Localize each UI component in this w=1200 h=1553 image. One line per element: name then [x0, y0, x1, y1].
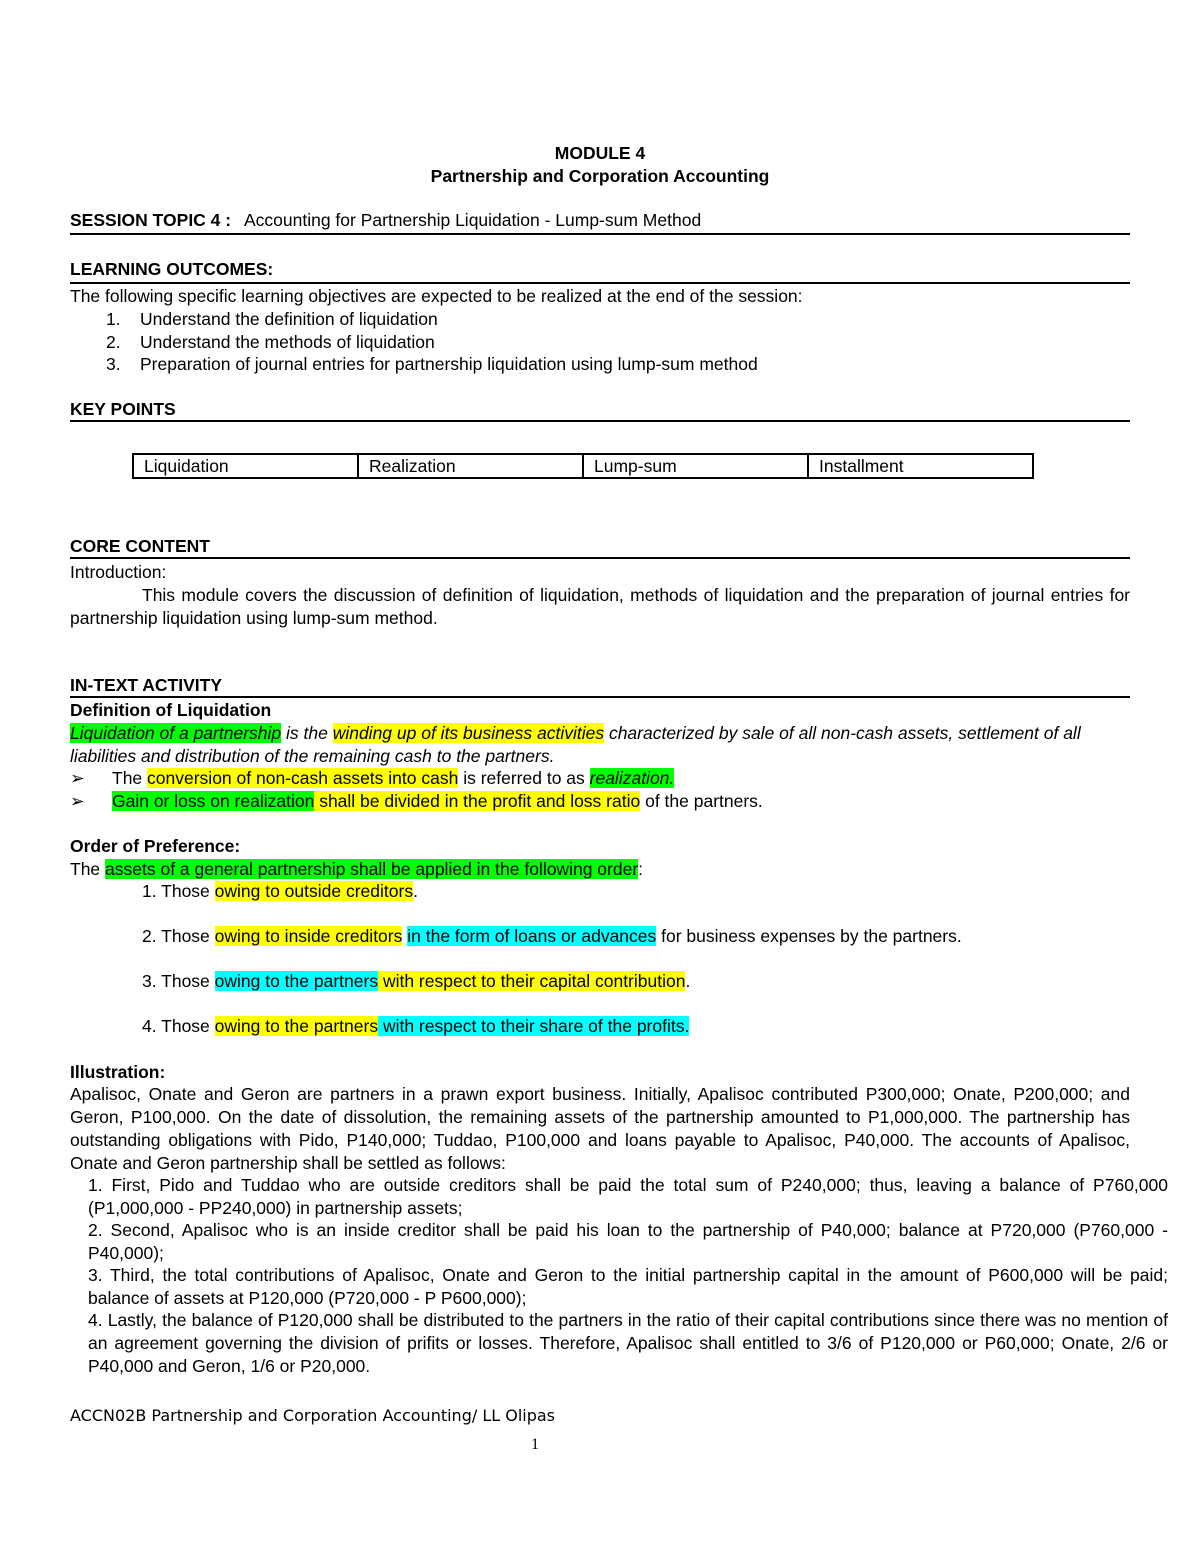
order-heading: Order of Preference: — [70, 836, 241, 856]
illustration-step: 2. Second, Apalisoc who is an inside creditor shall be paid his loan to the partnership of P40,000; balance at P720,000 (P760,000 - P40,000); — [88, 1220, 1168, 1263]
illustration-intro: Apalisoc, Onate and Geron are partners in a prawn export business. Initially, Apalisoc contributed P300,000; Onate, P200,000; and Geron, P100,000. On the date of dissolution, the remaining assets of the partnership amounted to P1,000,000. The partnership has outstanding obligations with Pido, P140,000; Tuddao, P100,000 and loans payable to Apalisoc, P40,000. The accounts of Apalisoc, Onate and Geron partnership shall be settled as follows: — [70, 1084, 1130, 1173]
page-footer: ACCN02B Partnership and Corporation Accounting/ LL Olipas — [70, 1406, 556, 1425]
outcome-item: 3. Preparation of journal entries for partnership liquidation using lump-sum method — [106, 354, 758, 374]
arrow-bullet-icon: ➢ — [70, 791, 85, 811]
key-term: Realization — [358, 454, 583, 478]
illustration-heading: Illustration: — [70, 1062, 166, 1082]
learning-outcomes-heading: LEARNING OUTCOMES: — [70, 258, 1130, 284]
arrow-bullet-icon: ➢ — [70, 768, 85, 788]
bullet-realization: ➢ The conversion of non-cash assets into cash is referred to as realization. — [70, 768, 675, 788]
key-term: Liquidation — [133, 454, 358, 478]
key-points-heading: KEY POINTS — [70, 398, 1130, 422]
order-item: 2. Those owing to inside creditors in the form of loans or advances for business expenses by the partners. — [142, 926, 962, 946]
illustration-step: 3. Third, the total contributions of Apalisoc, Onate and Geron to the initial partnership capital in the amount of P600,000 will be paid; balance of assets at P120,000 (P720,000 - P P600,000); — [88, 1265, 1168, 1308]
order-intro: The assets of a general partnership shall be applied in the following order: — [70, 859, 644, 879]
key-points-table — [132, 453, 1034, 479]
bullet-gain-loss: ➢ Gain or loss on realization shall be divided in the profit and loss ratio of the partners. — [70, 791, 763, 811]
illustration-step: 1. First, Pido and Tuddao who are outside creditors shall be paid the total sum of P240,000; thus, leaving a balance of P760,000 (P1,000,000 - PP240,000) in partnership assets; — [88, 1175, 1168, 1218]
learning-outcomes-intro: The following specific learning objectives are expected to be realized at the end of the session: — [70, 286, 803, 306]
subject-title: Partnership and Corporation Accounting — [430, 166, 770, 186]
session-label: SESSION TOPIC 4 : — [70, 210, 232, 230]
core-content-heading: CORE CONTENT — [70, 535, 1130, 559]
outcome-item: 2. Understand the methods of liquidation — [106, 332, 435, 352]
order-item: 1. Those owing to outside creditors. — [142, 881, 418, 901]
session-topic: Accounting for Partnership Liquidation - Lump-sum Method — [243, 210, 702, 230]
illustration-step: 4. Lastly, the balance of P120,000 shall be distributed to the partners in the ratio of their capital contributions since there was no mention of an agreement governing the division of prifits or losses. Therefore, Apalisoc shall entitled to 3/6 of P120,000 or P60,000; Onate, 2/6 or P40,000 and Geron, 1/6 or P20,000. — [88, 1310, 1168, 1376]
outcome-item: 1. Understand the definition of liquidation — [106, 309, 438, 329]
session-topic-line — [70, 209, 1130, 235]
page-number: 1 — [531, 1436, 539, 1453]
key-term: Lump-sum — [583, 454, 808, 478]
order-item: 4. Those owing to the partners with respect to their share of the profits. — [142, 1016, 690, 1036]
in-text-activity-heading: IN-TEXT ACTIVITY — [70, 674, 1130, 698]
order-item: 3. Those owing to the partners with respect to their capital contribution. — [142, 971, 691, 991]
introduction-text: This module covers the discussion of definition of liquidation, methods of liquidation and the preparation of journal entries for partnership liquidation using lump-sum method. — [70, 585, 1130, 628]
definition-text: Liquidation of a partnership is the winding up of its business activities characterized by sale of all non-cash assets, settlement of all liabilities and distribution of the remaining cash to the partners. — [70, 723, 1081, 766]
introduction-label: Introduction: — [70, 562, 167, 582]
definition-heading: Definition of Liquidation — [70, 700, 272, 720]
module-title: MODULE 4 — [554, 143, 646, 163]
key-term: Installment — [808, 454, 1033, 478]
